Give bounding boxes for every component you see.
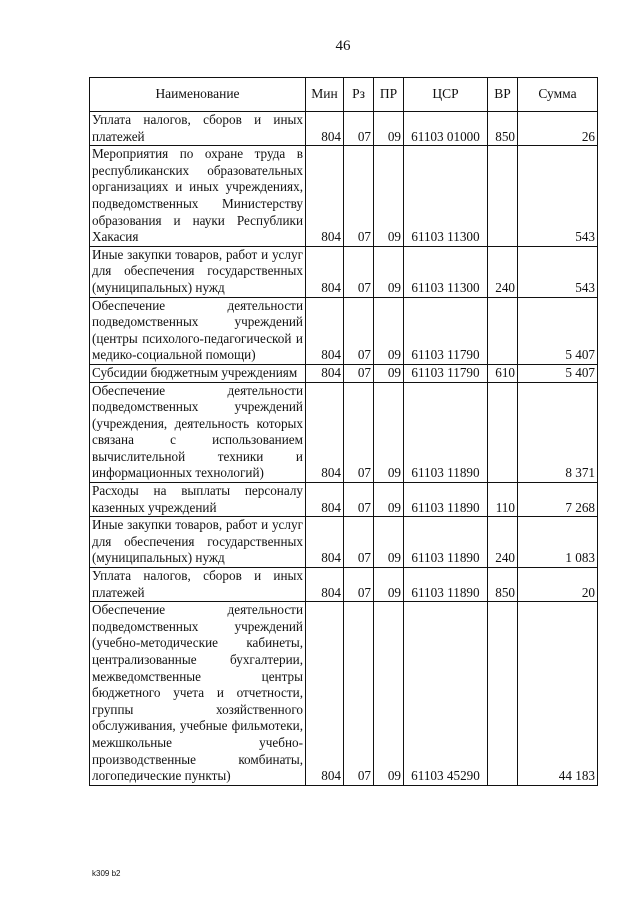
- row-csr: 61103 11890: [404, 568, 488, 602]
- table-header-row: [90, 78, 598, 112]
- row-vr: 110: [488, 483, 518, 517]
- header-sum: Сумма: [518, 78, 598, 112]
- row-vr: 240: [488, 246, 518, 297]
- header-min: Мин: [306, 78, 344, 112]
- row-csr: 61103 01000: [404, 112, 488, 146]
- row-name: Иные закупки товаров, работ и услуг для обеспечения государственных (муниципальных) нужд: [90, 246, 306, 297]
- header-pr: ПР: [374, 78, 404, 112]
- row-rz: 07: [344, 297, 374, 364]
- row-pr: 09: [374, 364, 404, 382]
- row-pr: 09: [374, 382, 404, 483]
- table-row: [90, 297, 598, 364]
- row-sum: 44 183: [518, 602, 598, 786]
- row-sum: 8 371: [518, 382, 598, 483]
- row-min: 804: [306, 146, 344, 247]
- row-name: Уплата налогов, сборов и иных платежей: [90, 112, 306, 146]
- row-csr: 61103 11790: [404, 364, 488, 382]
- row-pr: 09: [374, 146, 404, 247]
- row-min: 804: [306, 602, 344, 786]
- row-vr: [488, 382, 518, 483]
- row-sum: 5 407: [518, 297, 598, 364]
- document-code: k309 b2: [92, 869, 121, 878]
- row-vr: 610: [488, 364, 518, 382]
- row-name: Расходы на выплаты персоналу казенных учреждений: [90, 483, 306, 517]
- row-csr: 61103 11890: [404, 483, 488, 517]
- table-row: [90, 602, 598, 786]
- row-pr: 09: [374, 602, 404, 786]
- page-number: 46: [335, 38, 351, 54]
- row-sum: 543: [518, 146, 598, 247]
- row-csr: 61103 11790: [404, 297, 488, 364]
- row-rz: 07: [344, 568, 374, 602]
- table-row: [90, 517, 598, 568]
- table-row: [90, 483, 598, 517]
- row-rz: 07: [344, 483, 374, 517]
- row-name: Уплата налогов, сборов и иных платежей: [90, 568, 306, 602]
- row-vr: 850: [488, 568, 518, 602]
- row-csr: 61103 11300: [404, 246, 488, 297]
- row-csr: 61103 11890: [404, 517, 488, 568]
- row-rz: 07: [344, 112, 374, 146]
- row-min: 804: [306, 364, 344, 382]
- table-row: [90, 112, 598, 146]
- row-pr: 09: [374, 568, 404, 602]
- row-rz: 07: [344, 364, 374, 382]
- row-sum: 5 407: [518, 364, 598, 382]
- row-pr: 09: [374, 483, 404, 517]
- row-min: 804: [306, 483, 344, 517]
- row-min: 804: [306, 246, 344, 297]
- row-pr: 09: [374, 112, 404, 146]
- row-min: 804: [306, 112, 344, 146]
- row-csr: 61103 11890: [404, 382, 488, 483]
- row-rz: 07: [344, 146, 374, 247]
- row-vr: [488, 297, 518, 364]
- table-row: [90, 568, 598, 602]
- row-sum: 26: [518, 112, 598, 146]
- row-name: Обеспечение деятельности подведомственных учреждений (учреждения, деятельность которых связана с использованием вычислительной техники и информационных технологий): [90, 382, 306, 483]
- row-rz: 07: [344, 382, 374, 483]
- row-min: 804: [306, 568, 344, 602]
- row-sum: 543: [518, 246, 598, 297]
- row-sum: 1 083: [518, 517, 598, 568]
- row-pr: 09: [374, 246, 404, 297]
- row-vr: [488, 146, 518, 247]
- row-name: Иные закупки товаров, работ и услуг для обеспечения государственных (муниципальных) нужд: [90, 517, 306, 568]
- row-rz: 07: [344, 517, 374, 568]
- table-row: [90, 146, 598, 247]
- table-row: [90, 382, 598, 483]
- header-vr: ВР: [488, 78, 518, 112]
- row-name: Обеспечение деятельности подведомственных учреждений (центры психолого-педагогической и медико-социальной помощи): [90, 297, 306, 364]
- header-csr: ЦСР: [404, 78, 488, 112]
- row-sum: 7 268: [518, 483, 598, 517]
- row-vr: 240: [488, 517, 518, 568]
- row-csr: 61103 11300: [404, 146, 488, 247]
- table-row: [90, 364, 598, 382]
- row-pr: 09: [374, 517, 404, 568]
- header-name: Наименование: [90, 78, 306, 112]
- row-rz: 07: [344, 246, 374, 297]
- row-min: 804: [306, 517, 344, 568]
- row-vr: [488, 602, 518, 786]
- row-name: Обеспечение деятельности подведомственных учреждений (учебно-методические кабинеты, централизованные бухгалтерии, межведомственные центры бюджетного учета и отчетности, группы хозяйственного обслуживания, учебные фильмотеки, межшкольные учебно-производственные комбинаты, логопедические пункты): [90, 602, 306, 786]
- header-rz: Рз: [344, 78, 374, 112]
- row-name: Мероприятия по охране труда в республиканских образовательных организациях и иных учреждениях, подведомственных Министерству образования и науки Республики Хакасия: [90, 146, 306, 247]
- row-name: Субсидии бюджетным учреждениям: [90, 364, 306, 382]
- row-min: 804: [306, 382, 344, 483]
- table-row: [90, 246, 598, 297]
- row-sum: 20: [518, 568, 598, 602]
- row-csr: 61103 45290: [404, 602, 488, 786]
- row-min: 804: [306, 297, 344, 364]
- row-rz: 07: [344, 602, 374, 786]
- budget-table: [89, 77, 598, 786]
- row-vr: 850: [488, 112, 518, 146]
- row-pr: 09: [374, 297, 404, 364]
